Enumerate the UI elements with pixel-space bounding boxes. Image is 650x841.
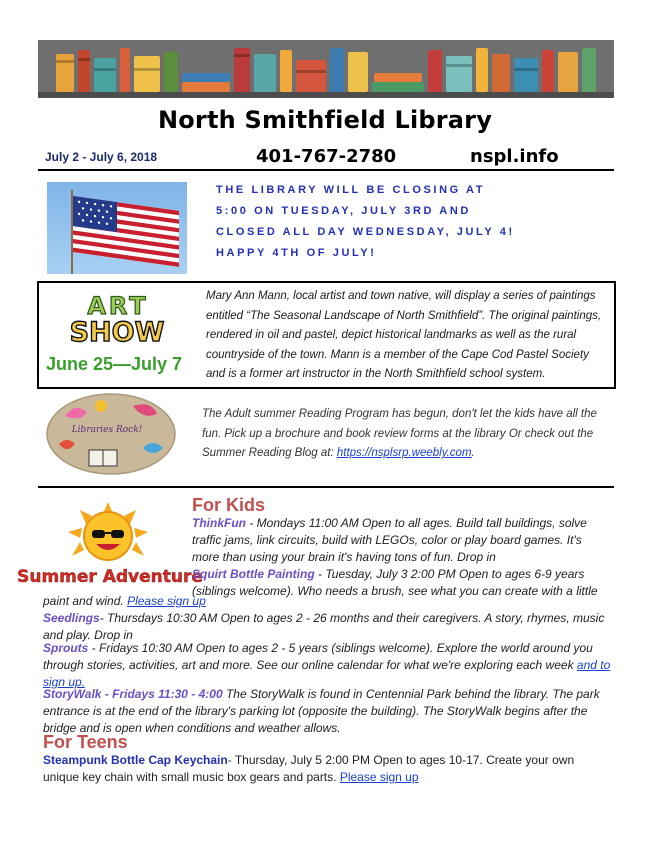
art-show-dates: June 25—July 7	[46, 354, 183, 374]
program-description: paint and wind.	[43, 594, 128, 608]
section-divider	[38, 486, 614, 488]
program-sprouts	[43, 640, 613, 691]
art-show-description: Mary Ann Mann, local artist and town native, will display a series of paintings entitled “The Seasonal Landscape of North Smithfield”. The original paintings, rendered in oil and pastel, depict historical landmarks as well as the rural countryside of the town. Mann is a member of the Cape Cod Pastel Society and is a former art instructor in the North Smithfield school system.	[206, 290, 602, 380]
for-kids-heading: For Kids	[192, 495, 266, 515]
notice-line: HAPPY 4TH OF JULY!	[216, 247, 377, 259]
notice-line: THE LIBRARY WILL BE CLOSING AT	[216, 184, 486, 196]
program-description: The StoryWalk is found in Centennial Park behind the library. The park entrance is at the end of the library's parking lot (opposite the building). The StoryWalk begins after the bridge and is open when conditions and weather allows.	[43, 687, 600, 735]
art-show-logo	[46, 292, 188, 348]
svg-text:Libraries Rock!: Libraries Rock!	[71, 425, 143, 435]
program-name: ThinkFun	[192, 516, 246, 530]
notice-line: CLOSED ALL DAY WEDNESDAY, JULY 4!	[216, 226, 515, 238]
summer-adventure-logo	[17, 502, 203, 588]
program-thinkfun	[192, 515, 612, 566]
svg-text:Summer Adventure: Summer Adventure	[17, 567, 203, 587]
calendar-sign-up-link[interactable]: and to sign up.	[43, 658, 611, 689]
program-squirt-continued	[43, 593, 613, 610]
libraries-rock-image	[45, 392, 178, 476]
closing-notice	[216, 180, 616, 264]
sign-up-link[interactable]: Please sign up	[339, 770, 419, 784]
svg-text:ART: ART	[87, 292, 149, 320]
bookshelf-banner	[38, 40, 614, 98]
svg-text:SHOW: SHOW	[69, 317, 165, 348]
program-name: StoryWalk - Fridays 11:30 - 4:00	[43, 687, 223, 701]
program-name: Steampunk Bottle Cap Keychain	[43, 753, 228, 767]
library-website: nspl.info	[470, 146, 559, 167]
american-flag-image	[47, 182, 187, 274]
program-description: - Fridays 10:30 AM Open to ages 2 - 5 years (siblings welcome). Explore the world around you through stories, activities, art and more. See our online calendar for what we're exploring each week	[43, 641, 593, 672]
program-description: - Tuesday, July 3 2:00 PM Open to ages 6-9 years (siblings welcome). Who needs a brush, see what you can create with a little	[192, 567, 598, 598]
reading-text: The Adult summer Reading Program has begun, don't let the kids have all the fun. Pick up a brochure and book review forms at the library Or check out the Summer Reading Blog at:	[202, 408, 597, 459]
sign-up-link[interactable]: Please sign up	[127, 594, 206, 608]
notice-line: 5:00 ON TUESDAY, JULY 3RD AND	[216, 205, 471, 217]
program-description: - Thursday, July 5 2:00 PM Open to ages 10-17. Create your own unique key chain with small music box gears and parts.	[43, 753, 575, 784]
program-steampunk-keychain	[43, 752, 613, 786]
program-name: Seedlings	[43, 611, 100, 625]
reading-blog-link[interactable]: https://nsplsrp.weebly.com	[336, 447, 472, 459]
program-storywalk	[43, 686, 613, 737]
program-name: Sprouts	[43, 641, 89, 655]
program-seedlings	[43, 610, 613, 644]
reading-text-end: .	[471, 447, 475, 459]
week-dates: July 2 - July 6, 2018	[45, 150, 158, 164]
for-teens-heading: For Teens	[43, 732, 128, 752]
program-description: - Mondays 11:00 AM Open to all ages. Build tall buildings, solve traffic jams, link circuits, build with LEGOs, color or play board games. It's more than using your brain it's having tons of fun. Drop in	[192, 516, 587, 564]
header-divider	[38, 169, 614, 171]
newsletter-title: North Smithfield Library	[157, 106, 493, 134]
adult-reading-program-text	[202, 405, 612, 464]
library-phone: 401-767-2780	[256, 146, 397, 167]
program-name: Squirt Bottle Painting	[192, 567, 315, 581]
program-description: - Thursdays 10:30 AM Open to ages 2 - 26 months and their caregivers. A story, rhymes, music and play. Drop in	[43, 611, 605, 642]
